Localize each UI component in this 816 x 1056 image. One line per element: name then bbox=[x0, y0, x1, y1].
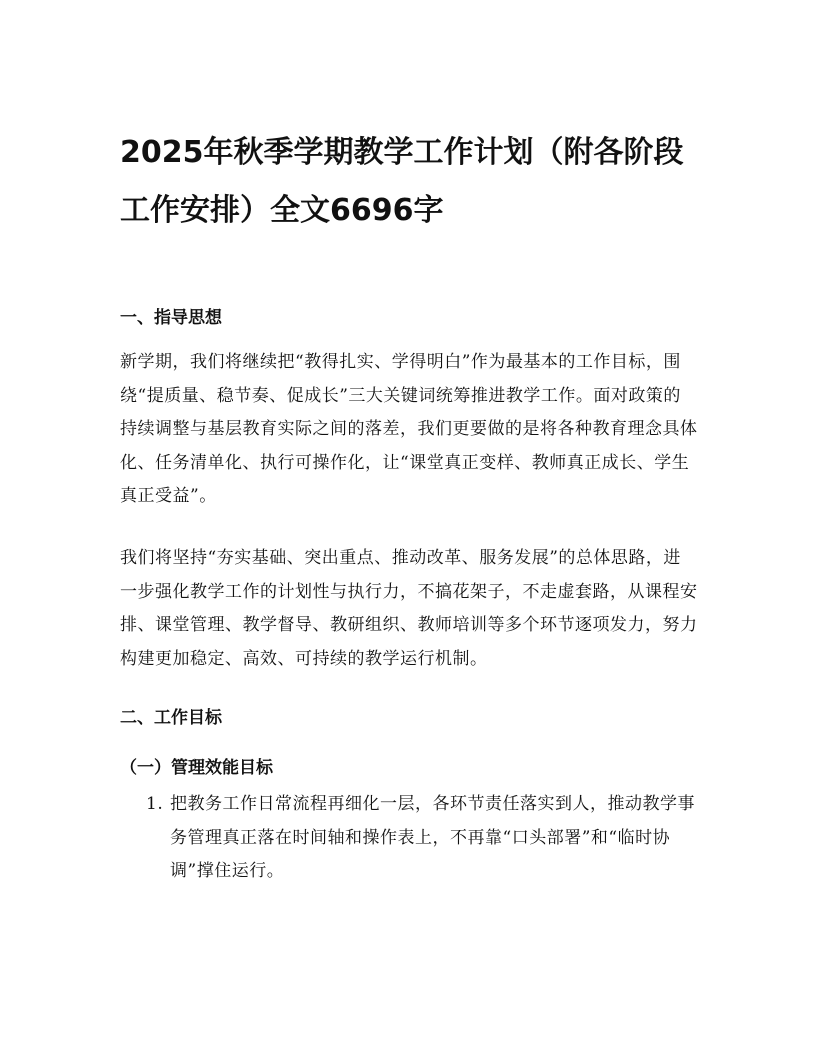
section-heading-work-goals: 二、工作目标 bbox=[120, 708, 222, 728]
section-1-paragraph-2: 我们将坚持“夯实基础、突出重点、推动改革、服务发展”的总体思路，进一步强化教学工作的计划性与执行力，不搞花架子，不走虚套路，从课程安排、课堂管理、教学督导、教研组织、教师培训等多个环节逐项发力，努力构建更加稳定、高效、可持续的教学运行机制。 bbox=[120, 548, 698, 669]
list-item-number: 1. bbox=[146, 794, 164, 814]
subsection-heading-management-efficiency: （一）管理效能目标 bbox=[120, 758, 273, 778]
list-item bbox=[146, 788, 698, 889]
section-1-paragraph-1: 新学期，我们将继续把“教得扎实、学得明白”作为最基本的工作目标，围绕“提质量、稳节奏、促成长”三大关键词统筹推进教学工作。面对政策的持续调整与基层教育实际之间的落差，我们更要做的是将各种教育理念具体化、任务清单化、执行可操作化，让“课堂真正变样、教师真正成长、学生真正受益”。 bbox=[120, 352, 698, 507]
section-heading-guiding-ideology: 一、指导思想 bbox=[120, 308, 222, 328]
list-item-text: 把教务工作日常流程再细化一层，各环节责任落实到人，推动教学事务管理真正落在时间轴和操作表上，不再靠“口头部署”和“临时协调”撑住运行。 bbox=[170, 794, 695, 882]
document-title: 2025年秋季学期教学工作计划（附各阶段工作安排）全文6696字 bbox=[120, 135, 684, 228]
